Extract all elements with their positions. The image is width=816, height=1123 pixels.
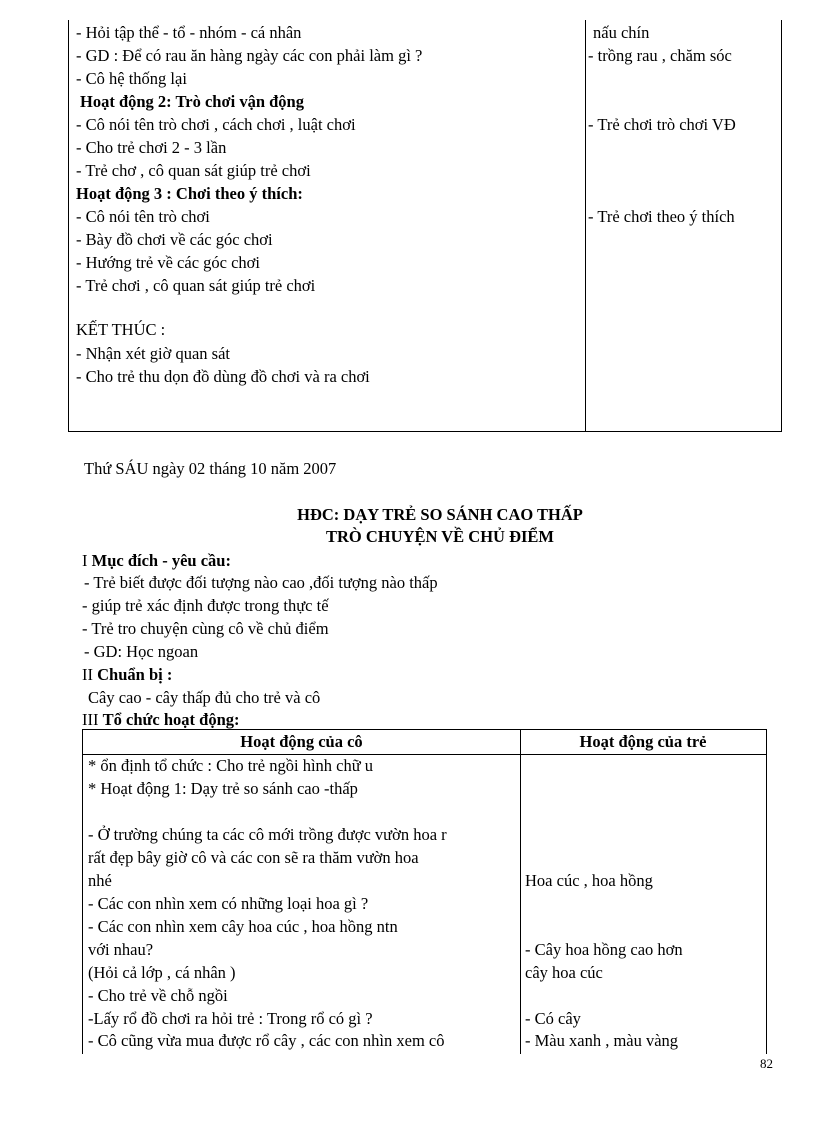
- child-activity-text: - Cây hoa hồng cao hơn: [525, 940, 683, 959]
- preparation-item: Cây cao - cây thấp đủ cho trẻ và cô: [88, 688, 321, 707]
- table-row-text: - Hướng trẻ về các góc chơi: [76, 253, 260, 272]
- header-child-activity: Hoạt động của trẻ: [579, 732, 707, 751]
- section-number: I: [82, 551, 92, 570]
- goal-item: - giúp trẻ xác định được trong thực tế: [82, 596, 329, 615]
- child-activity-text: Hoa cúc , hoa hồng: [525, 871, 653, 890]
- section-number: II: [82, 665, 98, 684]
- section-heading-preparation: [82, 665, 172, 685]
- child-activity-text: nấu chín: [593, 23, 650, 42]
- table-row-text: - GD : Để có rau ăn hàng ngày các con phải làm gì ?: [76, 46, 423, 65]
- table-row-text: - Cô nói tên trò chơi , cách chơi , luật chơi: [76, 115, 356, 134]
- table-row-text: - Các con nhìn xem cây hoa cúc , hoa hồng ntn: [88, 917, 398, 936]
- child-activity-text: cây hoa cúc: [525, 963, 603, 982]
- section-title: Tổ chức hoạt động:: [102, 710, 240, 729]
- table-row-text: - Cô cũng vừa mua được rổ cây , các con nhìn xem cô: [88, 1031, 445, 1050]
- table-row-text: - Cô nói tên trò chơi: [76, 207, 210, 226]
- table-row-text: với nhau?: [88, 940, 154, 959]
- section-heading-goals: [82, 551, 231, 571]
- day-line: Thứ SÁU ngày 02 tháng 10 năm 2007: [84, 459, 337, 478]
- column-divider: [585, 20, 586, 431]
- page-number: 82: [760, 1056, 773, 1071]
- header-divider: [83, 754, 766, 755]
- page-title: HĐC: DẠY TRẺ SO SÁNH CAO THẤP: [297, 505, 583, 524]
- table-row-text: - Hỏi tập thể - tổ - nhóm - cá nhân: [76, 23, 302, 42]
- table-row-text: (Hỏi cả lớp , cá nhân ): [88, 963, 236, 982]
- table-row-text: - Trẻ chơ , cô quan sát giúp trẻ chơi: [76, 161, 311, 180]
- table-row-text: - Cho trẻ về chỗ ngồi: [88, 986, 228, 1005]
- table-row-text: nhé: [88, 871, 112, 890]
- child-activity-text: - Trẻ chơi theo ý thích: [588, 207, 735, 226]
- table-row-text: - Cô hệ thống lại: [76, 69, 187, 88]
- section-title: Mục đích - yêu cầu:: [91, 551, 231, 570]
- table-row-text: - Trẻ chơi , cô quan sát giúp trẻ chơi: [76, 276, 316, 295]
- goal-item: - GD: Học ngoan: [84, 642, 199, 661]
- table-row-text: * ổn định tổ chức : Cho trẻ ngồi hình chữ u: [88, 756, 374, 775]
- goal-item: - Trẻ biết được đối tượng nào cao ,đối tượng nào thấp: [84, 573, 438, 592]
- child-activity-text: - Trẻ chơi trò chơi VĐ: [588, 115, 736, 134]
- column-divider: [520, 730, 521, 1054]
- table-row-text: - Bày đồ chơi về các góc chơi: [76, 230, 273, 249]
- closing-heading: KẾT THÚC :: [76, 320, 166, 339]
- table-row-text: - Ở trường chúng ta các cô mới trồng được vườn hoa r: [88, 825, 447, 844]
- child-activity-text: - Màu xanh , màu vàng: [525, 1031, 679, 1050]
- table-row-text: - Cho trẻ chơi 2 - 3 lần: [76, 138, 227, 157]
- activity-heading: Hoạt động 2: Trò chơi vận động: [80, 92, 304, 111]
- table-row-text: -Lấy rổ đồ chơi ra hỏi trẻ : Trong rổ có gì ?: [88, 1009, 373, 1028]
- table-row-text: - Các con nhìn xem có những loại hoa gì ?: [88, 894, 369, 913]
- section-number: III: [82, 710, 103, 729]
- activity-heading: Hoạt động 3 : Chơi theo ý thích:: [76, 184, 303, 203]
- table-row-text: - Nhận xét giờ quan sát: [76, 344, 230, 363]
- table-row-text: * Hoạt động 1: Dạy trẻ so sánh cao -thấp: [88, 779, 358, 798]
- section-heading-organization: [82, 710, 239, 730]
- page-subtitle: TRÒ CHUYỆN VỀ CHỦ ĐIỂM: [326, 527, 554, 546]
- child-activity-text: - trồng rau , chăm sóc: [588, 46, 732, 65]
- section-title: Chuẩn bị :: [97, 665, 173, 684]
- table-row-text: rất đẹp bây giờ cô và các con sẽ ra thăm vườn hoa: [88, 848, 419, 867]
- table-row-text: - Cho trẻ thu dọn đồ dùng đồ chơi và ra chơi: [76, 367, 370, 386]
- goal-item: - Trẻ tro chuyện cùng cô về chủ điểm: [82, 619, 329, 638]
- child-activity-text: - Có cây: [525, 1009, 581, 1028]
- header-teacher-activity: Hoạt động của cô: [240, 732, 363, 751]
